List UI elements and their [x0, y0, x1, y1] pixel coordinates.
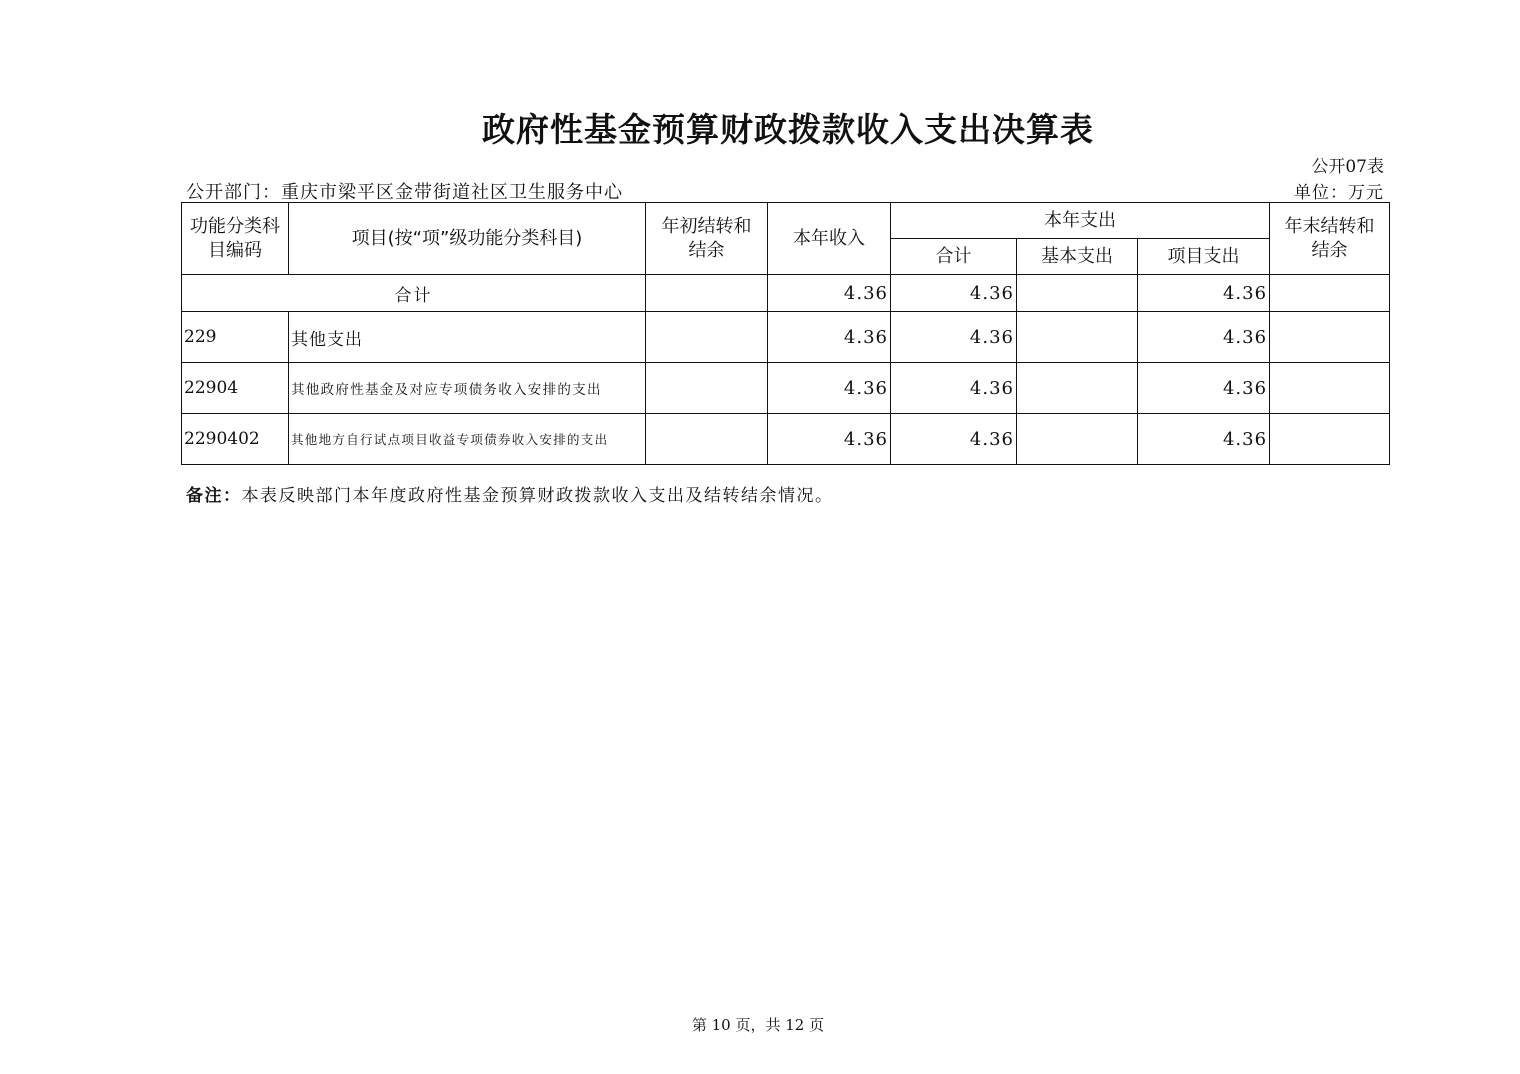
row-expense-total: 4.36	[891, 363, 1017, 414]
total-label: 合计	[182, 275, 646, 312]
row-expense-project: 4.36	[1138, 312, 1270, 363]
row-end-balance	[1270, 414, 1390, 465]
col-header-item: 项目(按“项”级功能分类科目)	[289, 203, 646, 275]
row-income: 4.36	[768, 414, 891, 465]
row-code: 229	[182, 312, 289, 363]
total-begin-balance	[646, 275, 768, 312]
col-header-code: 功能分类科目编码	[182, 203, 289, 275]
total-income: 4.36	[768, 275, 891, 312]
col-header-income: 本年收入	[768, 203, 891, 275]
total-end-balance	[1270, 275, 1390, 312]
row-code: 22904	[182, 363, 289, 414]
col-header-expense-total: 合计	[891, 239, 1017, 275]
col-header-expense-project: 项目支出	[1138, 239, 1270, 275]
total-row	[182, 275, 1390, 312]
note-text: 本表反映部门本年度政府性基金预算财政拨款收入支出及结转结余情况。	[241, 486, 834, 506]
table-row	[182, 312, 1390, 363]
row-income: 4.36	[768, 363, 891, 414]
row-begin-balance	[646, 414, 768, 465]
page-footer: 第 10 页，共 12 页	[691, 1016, 825, 1034]
row-name: 其他支出	[289, 312, 646, 363]
row-expense-basic	[1017, 312, 1138, 363]
col-header-expense-basic: 基本支出	[1017, 239, 1138, 275]
row-expense-basic	[1017, 363, 1138, 414]
table-row	[182, 363, 1390, 414]
col-header-expense-group: 本年支出	[891, 203, 1270, 239]
row-expense-total: 4.36	[891, 312, 1017, 363]
department-label: 公开部门：重庆市梁平区金带街道社区卫生服务中心	[186, 182, 623, 203]
table-note	[186, 481, 834, 506]
row-end-balance	[1270, 363, 1390, 414]
row-begin-balance	[646, 363, 768, 414]
table-row	[182, 414, 1390, 465]
form-number: 公开07表	[1311, 157, 1384, 177]
row-expense-basic	[1017, 414, 1138, 465]
total-expense-project: 4.36	[1138, 275, 1270, 312]
header-row-1	[182, 203, 1390, 239]
total-expense-total: 4.36	[891, 275, 1017, 312]
unit-label: 单位：万元	[1294, 183, 1384, 203]
row-code: 2290402	[182, 414, 289, 465]
row-expense-total: 4.36	[891, 414, 1017, 465]
row-name: 其他政府性基金及对应专项债务收入安排的支出	[289, 363, 646, 414]
col-header-end-balance: 年末结转和结余	[1270, 203, 1390, 275]
row-expense-project: 4.36	[1138, 414, 1270, 465]
page-title: 政府性基金预算财政拨款收入支出决算表	[482, 110, 1094, 149]
row-income: 4.36	[768, 312, 891, 363]
row-begin-balance	[646, 312, 768, 363]
budget-table	[181, 202, 1390, 465]
row-name: 其他地方自行试点项目收益专项债券收入安排的支出	[289, 414, 646, 465]
row-expense-project: 4.36	[1138, 363, 1270, 414]
note-label: 备注：	[186, 486, 242, 506]
col-header-begin-balance: 年初结转和结余	[646, 203, 768, 275]
total-expense-basic	[1017, 275, 1138, 312]
row-end-balance	[1270, 312, 1390, 363]
